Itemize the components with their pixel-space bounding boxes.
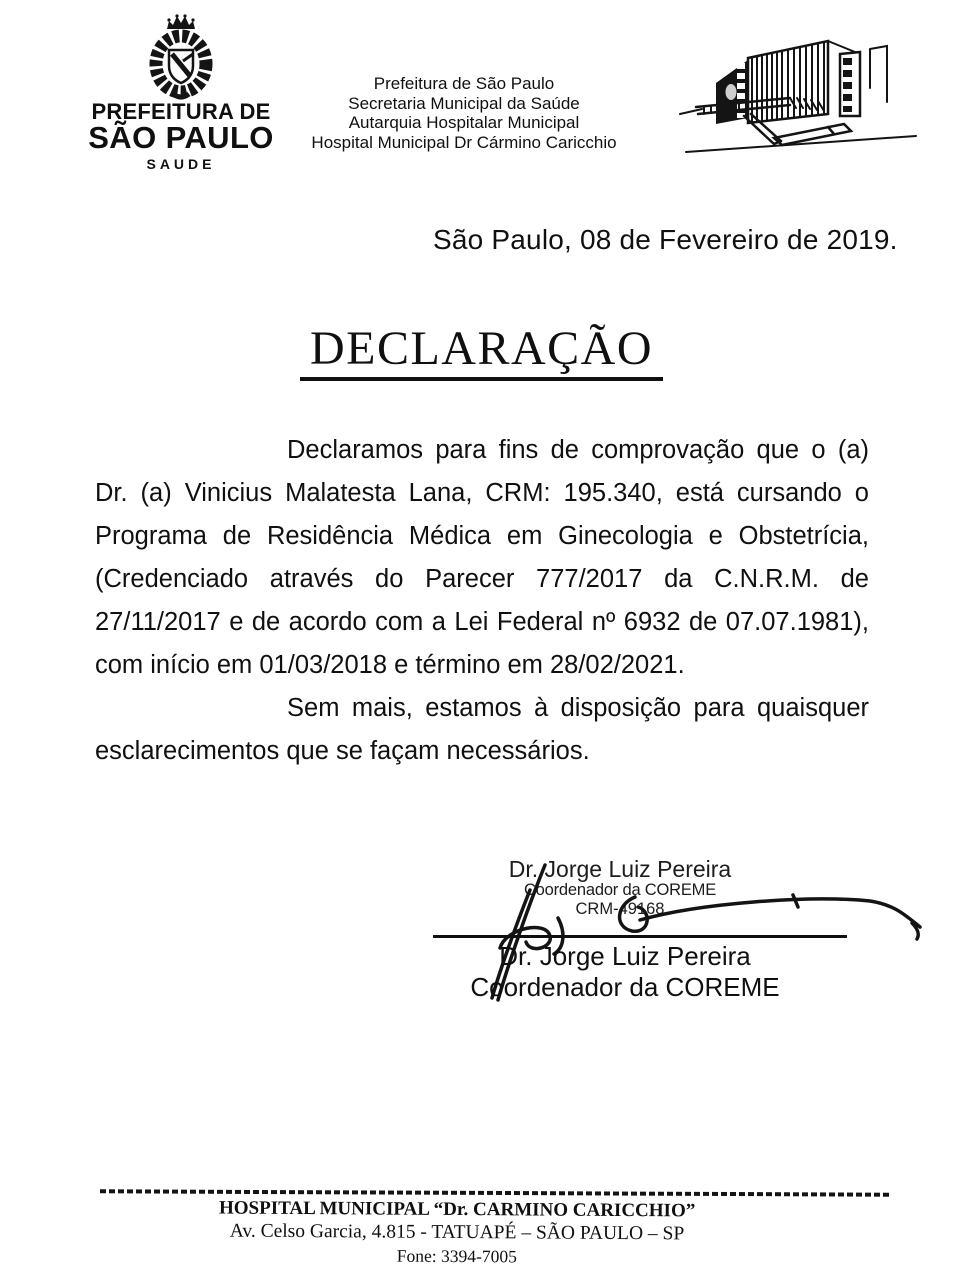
body-line: Dr. (a) Vinicius Malatesta Lana, CRM: 195.340, está cursando o	[95, 479, 869, 507]
body-line: 27/11/2017 e de acordo com a Lei Federal nº 6932 de 07.07.1981),	[95, 608, 869, 636]
logo-line-1: PREFEITURA DE	[91, 99, 271, 124]
footer-phone: Fone: 3394-7005	[396, 1245, 517, 1267]
prefeitura-logo	[86, 12, 276, 172]
org-line: Secretaria Municipal da Saúde	[348, 93, 580, 113]
footer-hospital-name: HOSPITAL MUNICIPAL “Dr. CARMINO CARICCHIO”	[218, 1197, 696, 1222]
signer-printed-role: Coordenador da COREME	[470, 972, 780, 1002]
body-line: com início em 01/03/2018 e término em 28/02/2021.	[95, 651, 685, 679]
dateline: São Paulo, 08 de Fevereiro de 2019.	[433, 224, 898, 255]
stamp-name: Dr. Jorge Luiz Pereira	[508, 856, 732, 882]
footer-text	[107, 1196, 807, 1269]
document-title: DECLARAÇÃO	[300, 321, 663, 381]
declaration-body	[95, 429, 869, 773]
body-line: esclarecimentos que se façam necessários.	[95, 737, 590, 765]
body-line: Sem mais, estamos à disposição para quaisquer	[287, 694, 869, 722]
body-line: Programa de Residência Médica em Ginecologia e Obstetrícia,	[95, 522, 869, 550]
signer-printed-name: Dr. Jorge Luiz Pereira	[499, 941, 751, 971]
org-heading	[268, 74, 660, 152]
body-line: Declaramos para fins de comprovação que o (a)	[287, 436, 869, 464]
org-line: Autarquia Hospitalar Municipal	[348, 113, 580, 132]
footer-address: Av. Celso Garcia, 4.815 - TATUAPÉ – SÃO PAULO – SP	[229, 1220, 685, 1245]
title-wrap	[0, 321, 963, 381]
stamp-role: Coordenador da COREME	[523, 881, 717, 899]
logo-line-3: SAUDE	[146, 156, 216, 172]
stamp-crm: CRM-49168	[575, 900, 665, 918]
hospital-building-icon	[678, 30, 920, 168]
sao-paulo-crest-icon	[139, 12, 223, 100]
body-line: (Credenciado através do Parecer 777/2017 da C.N.R.M. de	[95, 565, 869, 593]
org-line: Hospital Municipal Dr Cármino Caricchio	[311, 132, 617, 152]
signature-line	[433, 935, 847, 938]
org-line: Prefeitura de São Paulo	[373, 74, 555, 93]
logo-line-2: SÃO PAULO	[88, 120, 274, 155]
